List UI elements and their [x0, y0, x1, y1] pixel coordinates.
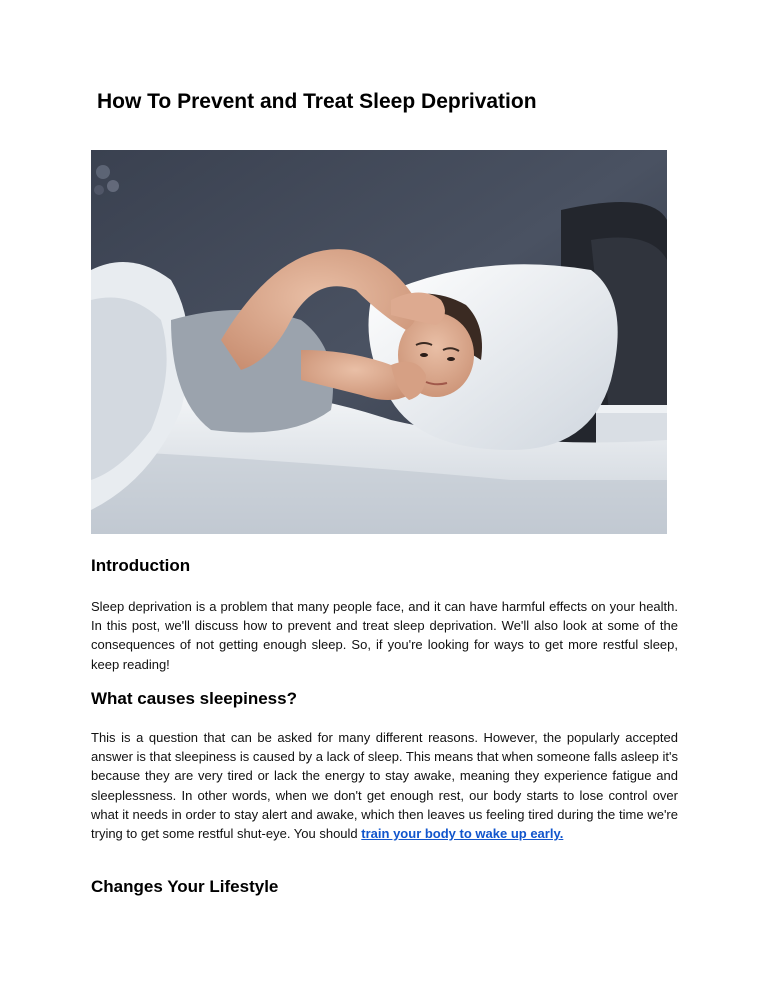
train-body-link[interactable]: train your body to wake up early.	[361, 826, 564, 842]
section-heading-causes: What causes sleepiness?	[91, 689, 297, 708]
section-heading-introduction: Introduction	[91, 556, 191, 575]
section-body-introduction: Sleep deprivation is a problem that many people face, and it can have harmful effects on your health. In this post, we'll discuss how to prevent and treat sleep deprivation. We'll also look at some of the consequences of not getting enough sleep. So, if you're looking for ways to get more restful sleep, keep reading!	[91, 599, 678, 672]
section-body-causes-text: This is a question that can be asked for many different reasons. However, the popularly accepted answer is that sleepiness is caused by a lack of sleep. This means that when someone falls asleep it's because they are very tired or lack the energy to stay awake, meaning they experience fatigue and sleeplessness. In other words, when we don't get enough rest, our body starts to lose control over what it needs in order to stay alert and awake, which then leaves us feeling tired during the time we're trying to get some restful shut-eye. You should	[91, 730, 678, 842]
sleepless-woman-illustration	[91, 150, 667, 534]
section-body-causes	[91, 728, 678, 843]
section-heading-lifestyle: Changes Your Lifestyle	[91, 877, 279, 896]
article-title: How To Prevent and Treat Sleep Deprivation	[97, 90, 537, 113]
hero-image	[91, 150, 667, 534]
